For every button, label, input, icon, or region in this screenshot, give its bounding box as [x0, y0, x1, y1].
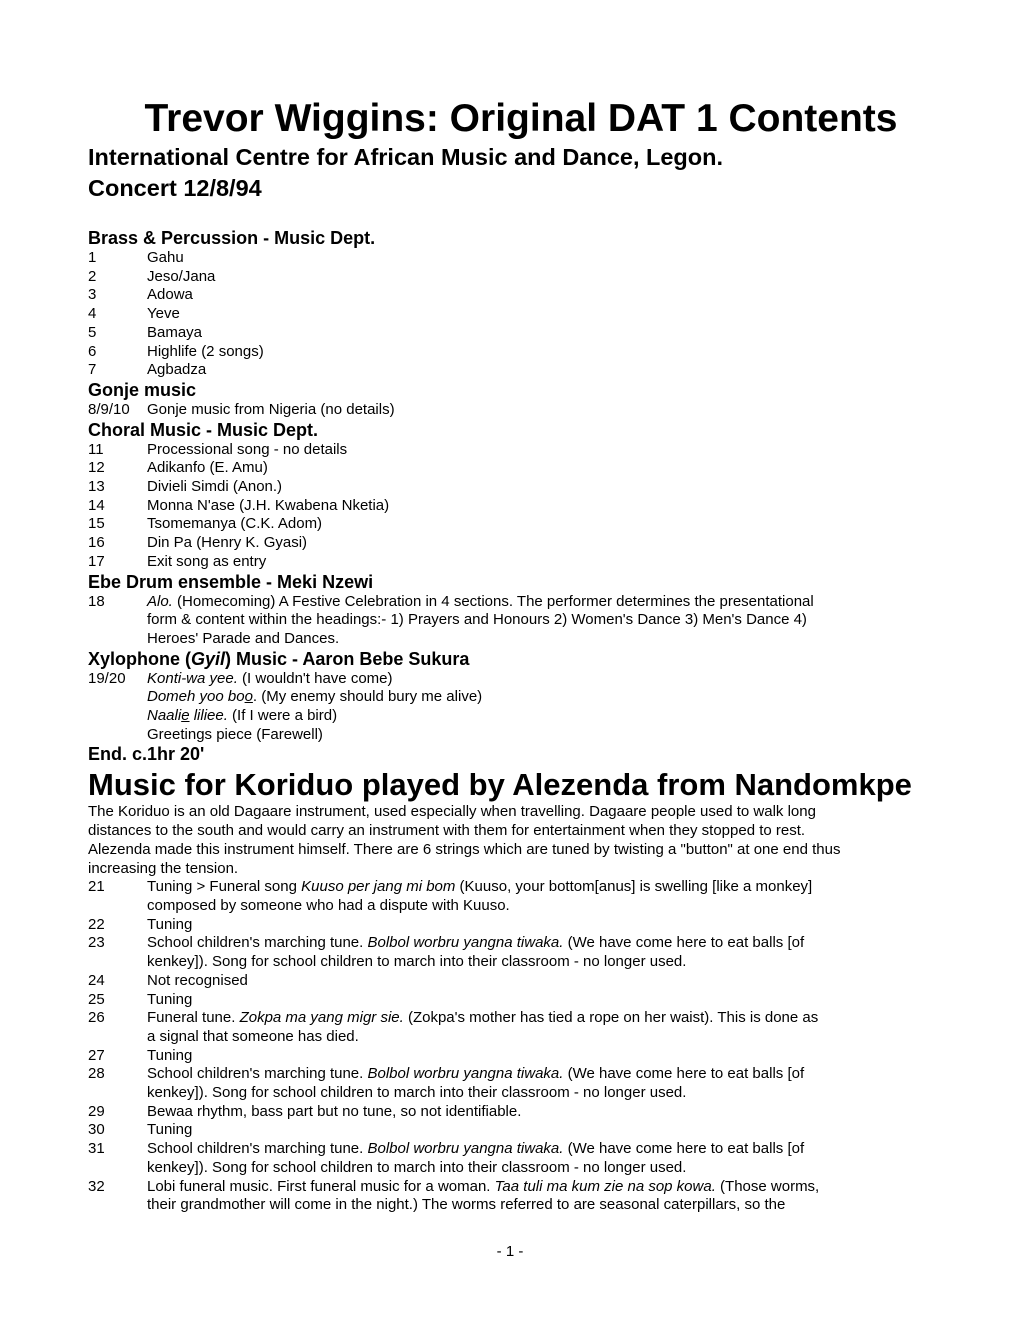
- description-text: School children's marching tune.: [147, 934, 368, 952]
- list-item-continuation: [88, 611, 930, 630]
- italic-title: Bolbol worbru yangna tiwaka.: [367, 934, 564, 952]
- italic-title: Kuuso per jang mi bom: [301, 878, 456, 896]
- track-number: 17: [88, 552, 105, 570]
- list-item: [88, 934, 930, 953]
- description-text: Not recognised: [147, 971, 248, 989]
- list-item: [88, 916, 930, 935]
- section-heading-choral: Choral Music - Music Dept.: [88, 419, 319, 440]
- list-item: [88, 361, 930, 380]
- list-item-continuation: [88, 1028, 930, 1047]
- heading-text: ) Music - Aaron Bebe Sukura: [225, 648, 470, 669]
- track-number: 13: [88, 478, 105, 496]
- heading-text: Xylophone (: [88, 648, 191, 669]
- description-text: kenkey]). Song for school children to march into their classroom - no longer used.: [147, 953, 687, 971]
- description-text: (If I were a bird): [227, 707, 338, 725]
- track-number: 30: [88, 1121, 105, 1139]
- track-number: 23: [88, 934, 105, 952]
- description-text: (Kuuso, your bottom[anus] is swelling [like a monkey]: [455, 878, 813, 896]
- description-text: Tuning: [147, 990, 193, 1008]
- list-item-continuation: [88, 1159, 930, 1178]
- list-item: [88, 553, 930, 572]
- list-item: [88, 1047, 930, 1066]
- list-item: [88, 1121, 930, 1140]
- description-text: School children's marching tune.: [147, 1140, 368, 1158]
- track-number: 19/20: [88, 669, 126, 687]
- description-text: Tuning: [147, 915, 193, 933]
- list-item-continuation: [88, 688, 930, 707]
- track-title: Tsomemanya (C.K. Adom): [147, 515, 323, 533]
- description-text: (We have come here to eat balls [of: [563, 1065, 805, 1083]
- track-description: [147, 593, 930, 612]
- track-title: Adowa: [147, 286, 193, 304]
- section-heading-ebe: Ebe Drum ensemble - Meki Nzewi: [88, 571, 374, 592]
- list-item: [88, 268, 930, 287]
- brass-list: [88, 249, 930, 380]
- italic-title: liliee.: [189, 707, 228, 725]
- section-heading-xylophone: [88, 649, 930, 670]
- italic-title: Alo.: [147, 592, 173, 610]
- intro-line: Alezenda made this instrument himself. There are 6 strings which are tuned by twisting a "button" at one end thus: [88, 840, 841, 858]
- description-text: (Those worms,: [715, 1177, 820, 1195]
- track-number: 18: [88, 592, 105, 610]
- list-item: [88, 515, 930, 534]
- track-number: 3: [88, 286, 97, 304]
- subtitle-line-2: Concert 12/8/94: [88, 175, 262, 201]
- track-title: Jeso/Jana: [147, 267, 216, 285]
- track-number: 6: [88, 342, 97, 360]
- track-number: 21: [88, 878, 105, 896]
- list-item: [88, 249, 930, 268]
- track-title: Gonje music from Nigeria (no details): [147, 400, 395, 418]
- list-item-continuation: [88, 630, 930, 649]
- track-number: 2: [88, 267, 97, 285]
- description-text: their grandmother will come in the night.) The worms referred to are seasonal caterpillars, so the: [147, 1196, 786, 1214]
- list-item: [88, 459, 930, 478]
- document-page: [88, 96, 930, 1215]
- description-text: Lobi funeral music. First funeral music for a woman.: [147, 1177, 495, 1195]
- track-title: Agbadza: [147, 361, 207, 379]
- description-text: . (My enemy should bury me alive): [252, 688, 483, 706]
- section-heading-gonje: Gonje music: [88, 379, 197, 400]
- koriduo-heading: Music for Koriduo played by Alezenda from Nandomkpe: [88, 767, 912, 803]
- track-title: Monna N'ase (J.H. Kwabena Nketia): [147, 496, 390, 514]
- description-text: composed by someone who had a dispute with Kuuso.: [147, 896, 510, 914]
- description-text: (Zokpa's mother has tied a rope on her waist). This is done as: [403, 1009, 819, 1027]
- track-number: 12: [88, 459, 105, 477]
- track-title: Exit song as entry: [147, 552, 267, 570]
- list-item: [88, 441, 930, 460]
- list-item-continuation: [88, 1084, 930, 1103]
- track-title: Adikanfo (E. Amu): [147, 459, 268, 477]
- track-number: 28: [88, 1065, 105, 1083]
- description-text: form & content within the headings:- 1) Prayers and Honours 2) Women's Dance 3) Men's Dance 4): [147, 611, 807, 629]
- list-item: [88, 1103, 930, 1122]
- description-text: Heroes' Parade and Dances.: [147, 629, 340, 647]
- subtitle-line-1: International Centre for African Music and Dance, Legon.: [88, 144, 724, 170]
- track-number: 22: [88, 915, 105, 933]
- list-item: [88, 401, 930, 420]
- italic-title: Naali: [147, 707, 182, 725]
- description-text: Funeral tune.: [147, 1009, 240, 1027]
- underlined-letter: e: [181, 707, 190, 725]
- list-item: [88, 593, 930, 612]
- track-number: 15: [88, 515, 105, 533]
- italic-title: Taa tuli ma kum zie na sop kowa.: [494, 1177, 716, 1195]
- description-text: Tuning > Funeral song: [147, 878, 302, 896]
- description-text: a signal that someone has died.: [147, 1027, 359, 1045]
- end-duration: End. c.1hr 20': [88, 744, 205, 765]
- list-item: [88, 1140, 930, 1159]
- intro-line: distances to the south and would carry an instrument with them for entertainment when they stopped to rest.: [88, 822, 806, 840]
- description-text: Tuning: [147, 1121, 193, 1139]
- track-number: 14: [88, 496, 105, 514]
- intro-line: The Koriduo is an old Dagaare instrument, used especially when travelling. Dagaare people used to walk long: [88, 803, 816, 821]
- page-number: - 1 -: [496, 1243, 524, 1260]
- choral-list: [88, 441, 930, 572]
- description-text: (Homecoming) A Festive Celebration in 4 sections. The performer determines the presentational: [172, 592, 814, 610]
- track-title: Yeve: [147, 305, 180, 323]
- page-title: Trevor Wiggins: Original DAT 1 Contents: [144, 97, 898, 140]
- list-item: [88, 878, 930, 897]
- description-text: Greetings piece (Farewell): [147, 725, 323, 743]
- description-text: kenkey]). Song for school children to march into their classroom - no longer used.: [147, 1158, 687, 1176]
- track-title: Processional song - no details: [147, 440, 348, 458]
- list-item: [88, 1009, 930, 1028]
- track-number: 7: [88, 361, 97, 379]
- list-item-continuation: [88, 726, 930, 745]
- list-item: [88, 991, 930, 1010]
- section-heading-brass: Brass & Percussion - Music Dept.: [88, 228, 376, 248]
- list-item: [88, 343, 930, 362]
- description-text: (I wouldn't have come): [237, 669, 393, 687]
- track-title: Divieli Simdi (Anon.): [147, 478, 283, 496]
- list-item: [88, 497, 930, 516]
- track-number: 24: [88, 971, 105, 989]
- list-item-continuation: [88, 953, 930, 972]
- track-number: 8/9/10: [88, 400, 130, 418]
- italic-title: Zokpa ma yang migr sie.: [239, 1009, 404, 1027]
- list-item-continuation: [88, 897, 930, 916]
- track-number: 5: [88, 323, 97, 341]
- track-number: 29: [88, 1102, 105, 1120]
- track-title: Highlife (2 songs): [147, 342, 264, 360]
- track-number: 26: [88, 1009, 105, 1027]
- italic-title: Konti-wa yee.: [147, 669, 238, 687]
- list-item: [88, 1178, 930, 1197]
- track-title: Din Pa (Henry K. Gyasi): [147, 534, 308, 552]
- italic-title: Bolbol worbru yangna tiwaka.: [367, 1065, 564, 1083]
- track-title: Gahu: [147, 249, 184, 266]
- italic-title: Bolbol worbru yangna tiwaka.: [367, 1140, 564, 1158]
- list-item-continuation: [88, 707, 930, 726]
- description-text: School children's marching tune.: [147, 1065, 368, 1083]
- intro-line: increasing the tension.: [88, 859, 239, 877]
- description-text: (We have come here to eat balls [of: [563, 934, 805, 952]
- track-number: 31: [88, 1140, 105, 1158]
- underlined-letter: o: [244, 688, 253, 706]
- list-item: [88, 286, 930, 305]
- track-number: 11: [88, 440, 104, 458]
- list-item: [88, 670, 930, 689]
- description-text: Bewaa rhythm, bass part but no tune, so not identifiable.: [147, 1102, 522, 1120]
- list-item: [88, 478, 930, 497]
- description-text: kenkey]). Song for school children to march into their classroom - no longer used.: [147, 1084, 687, 1102]
- track-number: 16: [88, 534, 105, 552]
- description-text: Tuning: [147, 1046, 193, 1064]
- list-item: [88, 1065, 930, 1084]
- track-number: 27: [88, 1046, 105, 1064]
- track-title: Bamaya: [147, 323, 203, 341]
- list-item: [88, 324, 930, 343]
- heading-italic: Gyil: [191, 648, 226, 669]
- list-item: [88, 534, 930, 553]
- list-item: [88, 972, 930, 991]
- list-item: [88, 305, 930, 324]
- list-item-continuation: [88, 1196, 930, 1215]
- description-text: (We have come here to eat balls [of: [563, 1140, 805, 1158]
- track-number: 25: [88, 990, 105, 1008]
- italic-title: Domeh yoo bo: [147, 688, 245, 706]
- track-number: 4: [88, 305, 97, 323]
- track-number: 1: [88, 249, 97, 266]
- track-number: 32: [88, 1177, 105, 1195]
